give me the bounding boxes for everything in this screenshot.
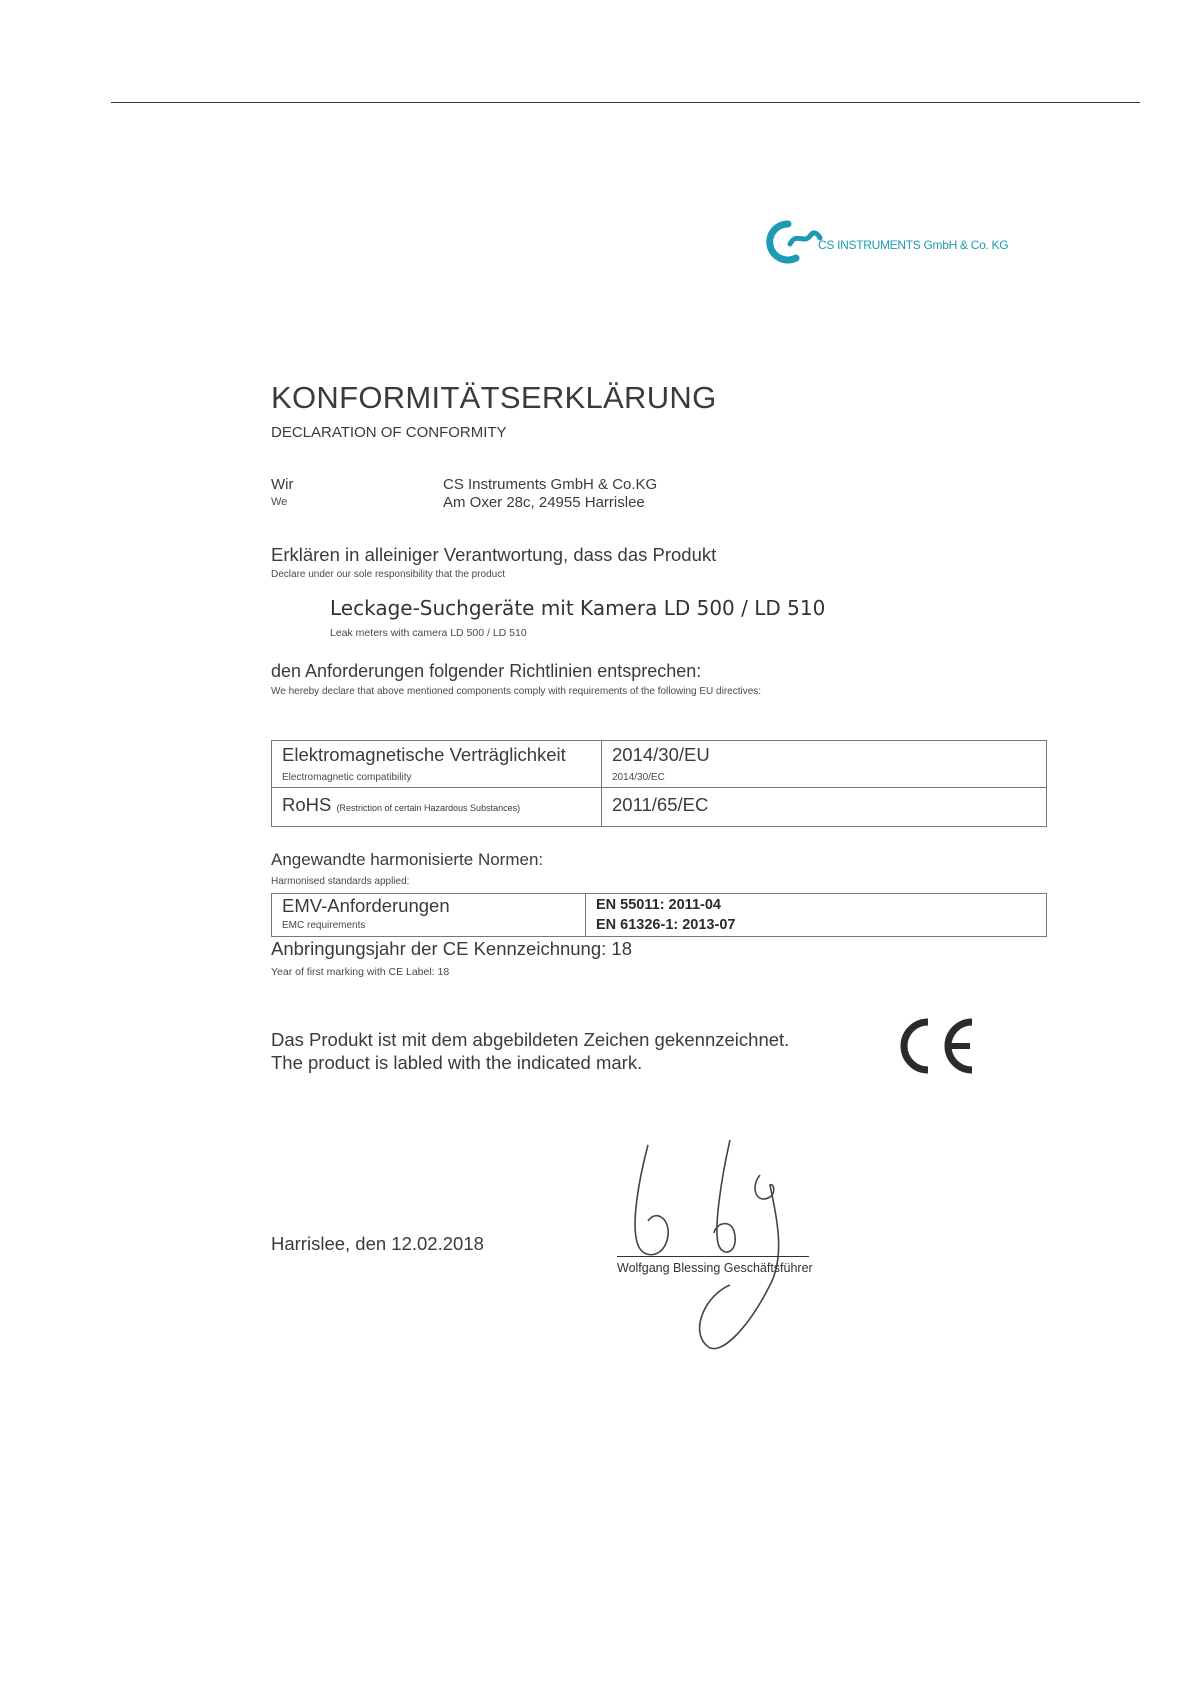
directives-intro-de: den Anforderungen folgender Richtlinien entsprechen:	[271, 661, 702, 681]
directive-value: 2011/65/EC	[612, 794, 709, 815]
document-title: KONFORMITÄTSERKLÄRUNG	[271, 380, 717, 415]
ce-year-de: Anbringungsjahr der CE Kennzeichnung: 18	[271, 938, 632, 959]
directives-table	[271, 740, 1047, 827]
signer-name: Wolfgang Blessing Geschäftsführer	[617, 1261, 813, 1275]
directives-intro-en: We hereby declare that above mentioned components comply with requirements of the following EU directives:	[271, 686, 762, 697]
standards-category-en: EMC requirements	[282, 920, 366, 931]
signature-icon	[610, 1135, 830, 1365]
ce-year-en: Year of first marking with CE Label: 18	[271, 966, 450, 978]
directive-value-cell	[602, 788, 1047, 827]
header-rule	[111, 102, 1140, 103]
table-row	[272, 788, 1047, 827]
directive-value-en: 2014/30/EC	[612, 772, 665, 783]
standard-item: EN 55011: 2011-04	[596, 897, 721, 913]
issuer-label-en: We	[271, 496, 288, 508]
table-row	[272, 894, 1047, 937]
standards-table	[271, 893, 1047, 937]
company-logo-text: CS INSTRUMENTS GmbH & Co. KG	[818, 238, 1009, 252]
declaration-de: Erklären in alleiniger Verantwortung, dass das Produkt	[271, 544, 717, 565]
directive-name-cell	[272, 741, 602, 788]
mark-statement-en: The product is labled with the indicated mark.	[271, 1052, 643, 1073]
place-date: Harrislee, den 12.02.2018	[271, 1233, 484, 1254]
directive-name: Elektromagnetische Verträglichkeit	[282, 744, 566, 765]
document-subtitle: DECLARATION OF CONFORMITY	[271, 424, 507, 441]
mark-statement-de: Das Produkt ist mit dem abgebildeten Zeichen gekennzeichnet.	[271, 1029, 790, 1050]
directive-name-en: Electromagnetic compatibility	[282, 772, 412, 783]
standards-title-en: Harmonised standards applied:	[271, 876, 410, 887]
directive-name-cell	[272, 788, 602, 827]
signature-line	[617, 1256, 809, 1257]
directive-name-note: (Restriction of certain Hazardous Substances)	[336, 803, 521, 813]
standards-title: Angewandte harmonisierte Normen:	[271, 850, 544, 869]
product-name: Leckage-Suchgeräte mit Kamera LD 500 / LD 510	[330, 596, 826, 620]
directive-name: RoHS	[282, 794, 332, 815]
standard-item: EN 61326-1: 2013-07	[596, 917, 736, 933]
issuer-address: Am Oxer 28c, 24955 Harrislee	[443, 494, 645, 511]
table-row	[272, 741, 1047, 788]
standards-category-cell	[272, 894, 586, 937]
issuer-label-de: Wir	[271, 476, 294, 493]
declaration-en: Declare under our sole responsibility that the product	[271, 569, 506, 580]
directive-value-cell	[602, 741, 1047, 788]
directive-value: 2014/30/EU	[612, 744, 710, 765]
standards-items-cell	[586, 894, 1047, 937]
standards-category: EMV-Anforderungen	[282, 895, 450, 916]
ce-mark-icon	[898, 1016, 976, 1076]
issuer-name: CS Instruments GmbH & Co.KG	[443, 476, 658, 493]
product-name-en: Leak meters with camera LD 500 / LD 510	[330, 627, 527, 639]
